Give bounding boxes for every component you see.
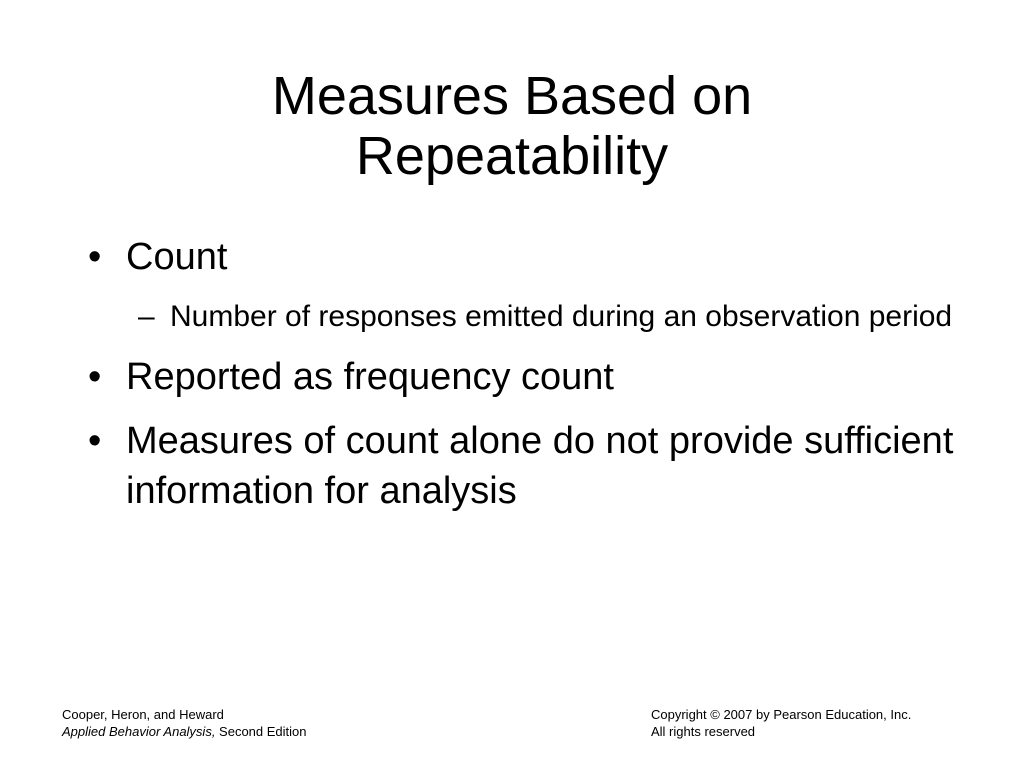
bullet-marker: •: [88, 236, 102, 278]
sub-bullet-definition: [138, 296, 988, 338]
bullet-text: Count: [126, 236, 228, 278]
bullet-text: Reported as frequency count: [126, 356, 614, 398]
sub-bullet-marker: –: [138, 300, 155, 333]
footer-rights-line: All rights reserved: [651, 724, 756, 739]
title-line-1: Measures Based on: [271, 66, 753, 126]
title-line-2: Repeatability: [355, 126, 669, 186]
footer-book: [62, 723, 307, 740]
footer-edition: Second Edition: [215, 724, 307, 739]
slide-title: [0, 66, 1024, 186]
slide-body: [88, 232, 988, 530]
bullet-marker: •: [88, 420, 102, 462]
footer-copyright: [651, 706, 911, 740]
bullet-reported: [88, 352, 988, 402]
bullet-count: [88, 232, 988, 282]
bullet-marker: •: [88, 356, 102, 398]
footer-authors: Cooper, Heron, and Heward: [62, 707, 224, 722]
footer-citation: [62, 706, 307, 740]
footer-book-title: Applied Behavior Analysis,: [62, 724, 216, 739]
sub-bullet-text: Number of responses emitted during an observation period: [170, 300, 953, 333]
footer-copyright-line: Copyright © 2007 by Pearson Education, Inc.: [651, 707, 912, 722]
bullet-text: Measures of count alone do not provide sufficient information for analysis: [126, 420, 954, 512]
bullet-measures: [88, 416, 988, 516]
